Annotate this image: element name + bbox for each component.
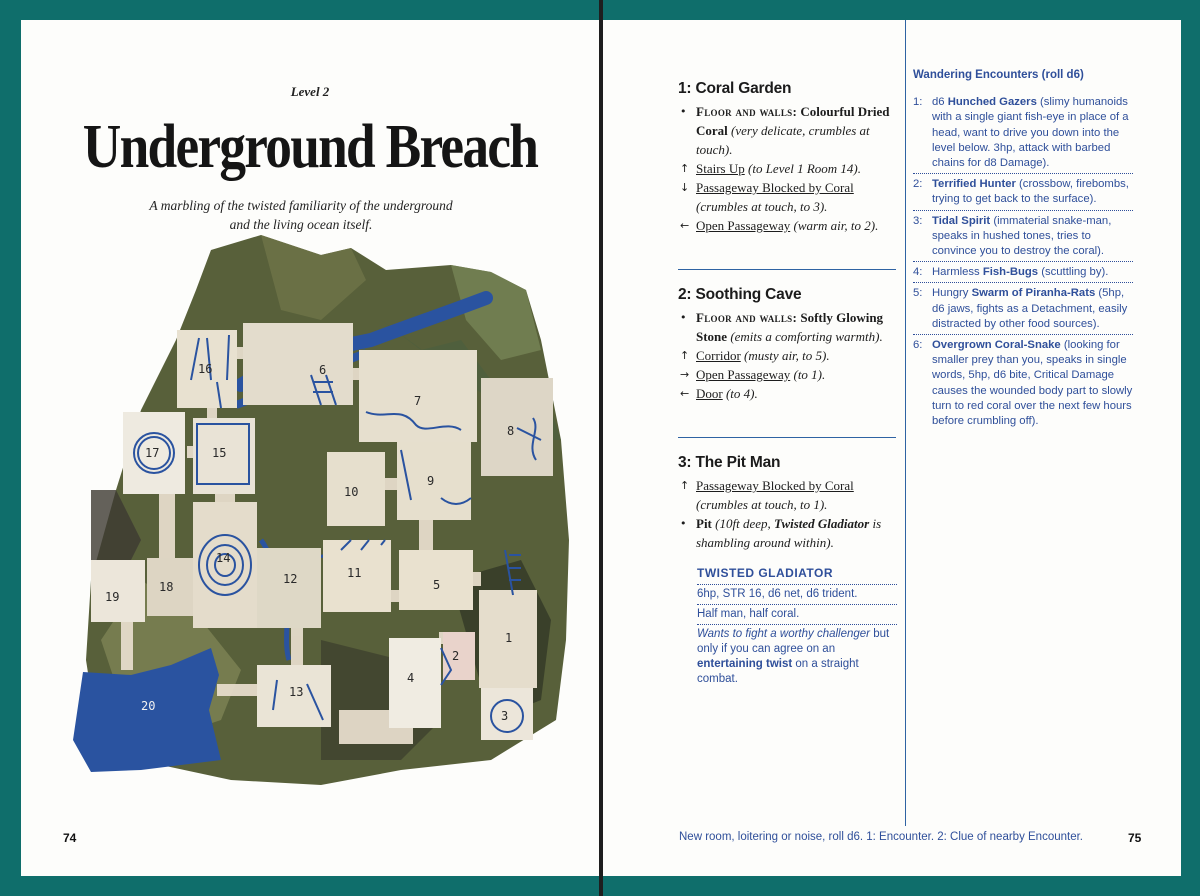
page-number-right: 75 [1128,831,1142,845]
room-label-15: 15 [212,446,227,460]
exit-link[interactable]: Open Passageway [696,218,791,233]
room-title: 3: The Pit Man [678,454,781,471]
room-floor: • Floor and walls: Softly Glowing Stone (emits a comforting warmth). [680,310,884,344]
right-page [603,20,1181,876]
room-label-12: 12 [283,572,298,586]
arrow-left-icon: ← [680,219,690,232]
arrow-left-icon: ← [680,387,690,400]
footer-note: New room, loitering or noise, roll d6. 1: Encounter. 2: Clue of nearby Encounter. [679,831,1083,843]
room-label-16: 16 [198,362,213,376]
bullet-icon: • [680,311,687,324]
exit-entry: ← Door (to 4). [680,386,758,401]
encounter-row: 4: Harmless Fish-Bugs (scuttling by). [913,265,1133,283]
monster-wants: Wants to fight a worthy challenger but only if you can agree on an entertaining twist on a straight combat. [697,628,890,685]
pit-entry: • Pit (10ft deep, Twisted Gladiator is shambling around within). [680,516,882,550]
room-label-19: 19 [105,590,120,604]
room-label-5: 5 [433,578,441,592]
exit-entry: ↑ Stairs Up (to Level 1 Room 14). [680,161,862,176]
exit-link[interactable]: Corridor [696,348,741,363]
page-number-left: 74 [63,831,77,845]
exit-entry: → Open Passageway (to 1). [680,367,826,382]
level-subtitle: A marbling of the twisted familiarity of the underground and the living ocean itself. [149,198,453,232]
exit-link[interactable]: Passageway Blocked by Coral [696,478,854,493]
left-page [21,20,599,876]
level-label: Level 2 [290,84,330,99]
room-label-11: 11 [347,566,362,580]
exit-entry: ↑ Passageway Blocked by Coral (crumbles at touch, to 1). [680,478,854,512]
room-label-6: 6 [319,363,327,377]
room-8-tile [481,378,553,476]
room-entry-3 [678,454,898,552]
arrow-right-icon: → [680,368,690,381]
exit-link[interactable]: Stairs Up [696,161,745,176]
room-label-1: 1 [505,631,513,645]
monster-stats: 6hp, STR 16, d6 net, d6 trident. [697,585,897,605]
wandering-encounters-title: Wandering Encounters (roll d6) [913,69,1084,81]
bullet-icon: • [680,105,687,118]
exit-link[interactable]: Door [696,386,723,401]
monster-description: Half man, half coral. [697,605,897,625]
room-label-3: 3 [501,709,509,723]
arrow-up-icon: ↑ [680,479,690,492]
arrow-down-icon: ↓ [680,181,690,194]
encounter-row: 5: Hungry Swarm of Piranha-Rats (5hp, d6 jaws, fights as a Detachment, easily distracted by other food sources). [913,286,1133,335]
room-label-8: 8 [507,424,515,438]
monster-stat-block [697,566,897,687]
room-title: 1: Coral Garden [678,80,792,97]
room-label-10: 10 [344,485,359,499]
section-divider [678,269,896,270]
room-label-18: 18 [159,580,174,594]
room-label-14: 14 [216,551,231,565]
exit-entry: ↑ Corridor (musty air, to 5). [680,348,830,363]
room-12-tile [257,548,321,628]
monster-name: TWISTED GLADIATOR [697,566,897,585]
room-floor: • Floor and walls: Colourful Dried Coral (very delicate, crumbles at touch). [680,104,890,157]
column-divider [905,20,906,826]
arrow-up-icon: ↑ [680,162,690,175]
encounter-row: 2: Terrified Hunter (crossbow, firebombs, trying to get back to the surface). [913,177,1133,210]
dungeon-map [21,20,599,820]
room-4-tile [389,638,441,728]
section-divider [678,437,896,438]
exit-entry: ← Open Passageway (warm air, to 2). [680,218,879,233]
encounter-row: 6: Overgrown Coral-Snake (looking for smaller prey than you, speaks in single words, 5hp, d6 bite, Critical Damage causes the wounded body part to slowly turn to red coral over the next few hours before crumbling off). [913,339,1133,428]
exit-link[interactable]: Open Passageway [696,367,791,382]
room-entry-2 [678,286,898,403]
room-label-13: 13 [289,685,304,699]
room-label-17: 17 [145,446,160,460]
room-6-tile [243,323,353,405]
exit-entry: ↓ Passageway Blocked by Coral (crumbles at touch, to 3). [680,180,854,214]
room-14-tile [193,502,257,628]
exit-link[interactable]: Passageway Blocked by Coral [696,180,854,195]
room-label-7: 7 [414,394,422,408]
room-title: 2: Soothing Cave [678,286,802,303]
bullet-icon: • [680,517,687,530]
room-label-9: 9 [427,474,435,488]
wandering-encounters-table [913,68,1133,434]
room-label-2: 2 [452,649,460,663]
arrow-up-icon: ↑ [680,349,690,362]
encounter-row: 1: d6 Hunched Gazers (slimy humanoids with a single giant fish-eye in place of a head, want to drive you down into the level below. 3hp, attack with barbed chains for d8 Damage). [913,95,1133,174]
room-entry-1 [678,80,898,235]
level-title: Underground Breach [82,113,538,181]
encounter-row: 3: Tidal Spirit (immaterial snake-man, speaks in hushed tones, tries to convince you to destroy the coral). [913,214,1133,263]
room-label-20: 20 [141,699,156,713]
room-label-4: 4 [407,671,415,685]
